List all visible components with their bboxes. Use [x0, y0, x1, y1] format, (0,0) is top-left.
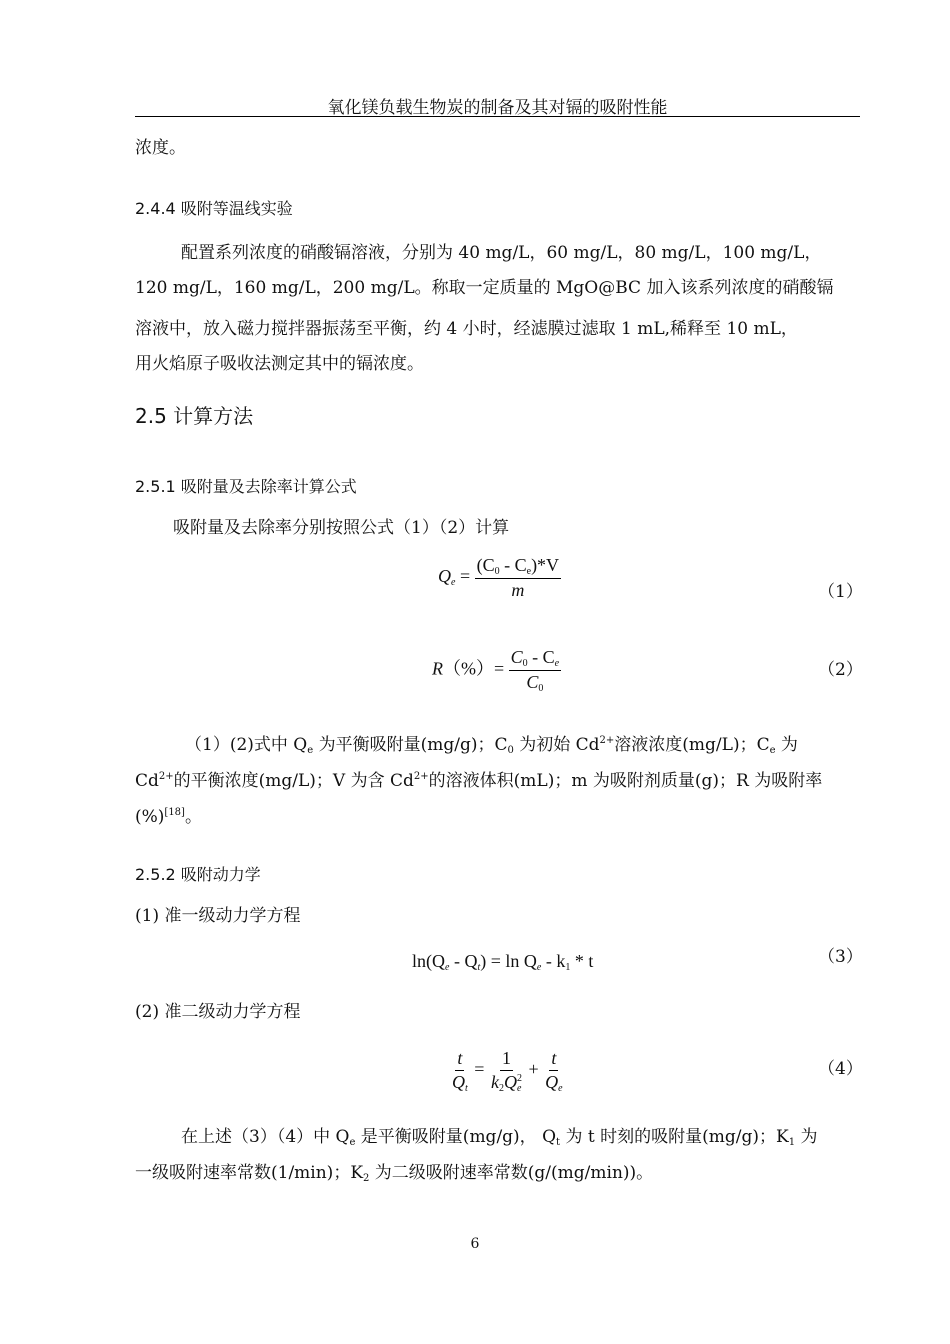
equation-number-4: （4）: [818, 1059, 863, 1079]
closing-line-1: 在上述（3）（4）中 Qe 是平衡吸附量(mg/g)， Qt 为 t 时刻的吸附量(mg/g)；K1 为: [181, 1127, 818, 1148]
equation-3: ln(Qe - Qt) = ln Qe - k1 * t: [412, 951, 594, 973]
equation-number-3: （3）: [818, 947, 863, 967]
section-heading-2-5-2: 2.5.2 吸附动力学: [135, 865, 261, 884]
definitions-line-2: $Cd^{2+}$的平衡浓度(mg/L)；V 为含 $Cd^{2+}$的溶液体积(mL)；m 为吸附剂质量(g)；R 为吸附率: [135, 771, 823, 791]
section-heading-2-5: 2.5 计算方法: [135, 404, 254, 428]
equation-number-2: （2）: [818, 660, 863, 680]
equation-2: R（%）= $\frac{C0 - Ce}{C0}$: [432, 647, 560, 694]
header-rule: [135, 116, 860, 117]
paragraph-line: 120 mg/L，160 mg/L，200 mg/L。称取一定质量的 MgO@BC 加入该系列浓度的硝酸镉: [135, 278, 834, 298]
equation-number-1: （1）: [818, 582, 863, 602]
definitions-line-1: （1）(2)式中 Qe 为平衡吸附量(mg/g)；C0 为初始 $Cd^{2+}$溶液浓度(mg/L)；Ce 为: [185, 735, 798, 756]
paragraph-continuation: 浓度。: [135, 138, 186, 158]
section-heading-2-4-4: 2.4.4 吸附等温线实验: [135, 199, 293, 218]
paragraph-line: 用火焰原子吸收法测定其中的镉浓度。: [135, 354, 424, 374]
list-item-2: (2) 准二级动力学方程: [135, 1002, 301, 1022]
equation-1: Qe = $\frac{(C0 - Ce)*V}{m}$: [438, 555, 560, 600]
citation-ref: [18]: [164, 807, 185, 818]
paragraph-line: 配置系列浓度的硝酸镉溶液，分别为 40 mg/L，60 mg/L，80 mg/L，100 mg/L，: [181, 243, 822, 263]
list-item-1: (1) 准一级动力学方程: [135, 906, 301, 926]
paragraph-intro-formulas: 吸附量及去除率分别按照公式（1）（2）计算: [173, 518, 510, 538]
equation-4: $\frac{t}{Qt}$ = 1 k2Q 2 e + $\frac{t}{Qe}$: [452, 1048, 563, 1094]
page-number: 6: [470, 1236, 480, 1252]
definitions-line-3: (%)[18]。: [135, 807, 202, 827]
paragraph-line: 溶液中，放入磁力搅拌器振荡至平衡，约 4 小时，经滤膜过滤取 1 mL,稀释至 10 mL，: [135, 319, 798, 339]
section-heading-2-5-1: 2.5.1 吸附量及去除率计算公式: [135, 477, 357, 496]
running-header: 氧化镁负载生物炭的制备及其对镉的吸附性能: [327, 98, 668, 118]
closing-line-2: 一级吸附速率常数(1/min)；K2 为二级吸附速率常数(g/(mg/min))。: [135, 1163, 654, 1184]
